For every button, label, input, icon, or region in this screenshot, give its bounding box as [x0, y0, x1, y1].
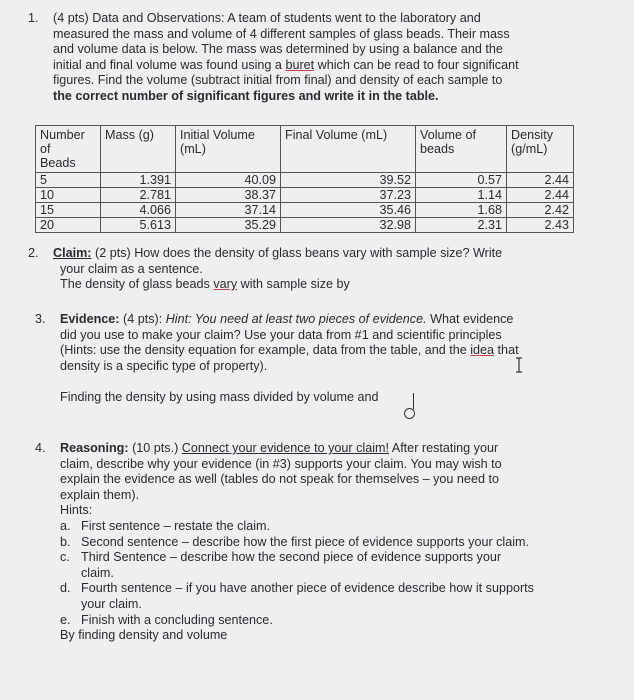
idea-word: idea: [470, 343, 495, 358]
question-4: [0, 441, 634, 644]
hint-item-b: b. Second sentence – describe how the first piece of evidence supports your claim.: [60, 534, 530, 549]
data-table: [35, 125, 574, 233]
table-cell: 35.29: [176, 218, 281, 233]
header-volume-of-beads: Volume of beads: [416, 126, 507, 173]
text-cursor-icon: [514, 357, 524, 373]
q4-answer[interactable]: By finding density and volume: [60, 628, 228, 643]
q2-line-2: your claim as a sentence.: [60, 261, 203, 276]
q4-line-1: Reasoning: (10 pts.) Connect your evidence to your claim! After restating your: [60, 441, 499, 455]
table-cell: 5: [36, 173, 101, 188]
hint-item-d-cont: your claim.: [81, 596, 142, 611]
hint-item-c-cont: claim.: [81, 565, 114, 580]
hint-item-e: e. Finish with a concluding sentence.: [60, 612, 273, 627]
table-cell: 37.14: [176, 203, 281, 218]
header-number-of-beads: Number of Beads: [36, 126, 101, 173]
q1-line-6: the correct number of significant figures and write it in the table.: [53, 88, 439, 103]
hints-list: [0, 519, 634, 628]
table-row: [36, 218, 574, 233]
connect-evidence-text: Connect your evidence to your claim!: [181, 441, 389, 455]
q4-line-3: explain the evidence as well (tables do not speak for themselves – you need to: [60, 472, 499, 487]
table-cell[interactable]: 2.43: [507, 218, 574, 233]
evidence-label: Evidence:: [60, 312, 120, 326]
q3-line-2: did you use to make your claim? Use your data from #1 and scientific principles: [60, 327, 502, 342]
hint-item-d: d. Fourth sentence – if you have another piece of evidence describe how it supports: [60, 581, 534, 596]
claim-label: Claim:: [53, 246, 92, 260]
table-cell: 40.09: [176, 173, 281, 188]
hint-item-a: a. First sentence – restate the claim.: [60, 518, 270, 533]
q1-line-4: initial and final volume was found using a buret which can be read to four significant: [53, 57, 519, 72]
table-header-row: [36, 126, 574, 173]
reasoning-label: Reasoning:: [60, 441, 129, 455]
q3-answer[interactable]: Finding the density by using mass divided by volume and: [60, 390, 379, 405]
table-cell: 20: [36, 218, 101, 233]
header-final-volume: Final Volume (mL): [281, 126, 416, 173]
text-caret: [413, 393, 414, 409]
question-3: [0, 312, 634, 406]
q4-line-4: explain them).: [60, 487, 140, 502]
q1-line-5: figures. Find the volume (subtract initial from final) and density of each sample to: [53, 73, 503, 88]
table-cell: 39.52: [281, 173, 416, 188]
q1-number: 1.: [28, 11, 39, 25]
buret-word: buret: [285, 57, 315, 72]
table-cell[interactable]: 2.44: [507, 173, 574, 188]
q2-answer[interactable]: The density of glass beads vary with sample size by: [60, 277, 350, 292]
table-cell[interactable]: 1.68: [416, 203, 507, 218]
q2-line-1: Claim: (2 pts) How does the density of glass beans vary with sample size? Write: [53, 246, 503, 260]
table-cell: 5.613: [101, 218, 176, 233]
table-cell: 15: [36, 203, 101, 218]
q4-number: 4.: [35, 441, 46, 455]
header-mass: Mass (g): [101, 126, 176, 173]
q1-line-1: (4 pts) Data and Observations: A team of students went to the laboratory and: [53, 11, 481, 25]
cursor-ring-icon: [404, 408, 415, 419]
question-1: [0, 11, 634, 105]
q3-line-4: density is a specific type of property).: [60, 358, 268, 373]
table-cell[interactable]: 2.31: [416, 218, 507, 233]
vary-word: vary: [213, 277, 238, 292]
table-cell: 32.98: [281, 218, 416, 233]
q3-hint: Hint: You need at least two pieces of evidence.: [165, 312, 427, 326]
table-row: [36, 173, 574, 188]
table-cell[interactable]: 1.14: [416, 188, 507, 203]
table-cell: 10: [36, 188, 101, 203]
q1-line-3: and volume data is below. The mass was determined by using a balance and the: [53, 42, 503, 57]
q3-line-1: Evidence: (4 pts): Hint: You need at least two pieces of evidence. What evidence: [60, 312, 514, 326]
table-cell: 37.23: [281, 188, 416, 203]
q2-number: 2.: [28, 246, 39, 260]
table-row: [36, 188, 574, 203]
table-cell: 4.066: [101, 203, 176, 218]
table-cell: 38.37: [176, 188, 281, 203]
table-cell[interactable]: 2.42: [507, 203, 574, 218]
question-2: [0, 246, 634, 293]
table-cell: 1.391: [101, 173, 176, 188]
q4-line-2: claim, describe why your evidence (in #3) supports your claim. You may wish to: [60, 456, 502, 471]
q3-number: 3.: [35, 312, 46, 326]
hints-label: Hints:: [60, 503, 93, 518]
table-cell[interactable]: 2.44: [507, 188, 574, 203]
table-row: [36, 203, 574, 218]
table-cell: 2.781: [101, 188, 176, 203]
table-cell[interactable]: 0.57: [416, 173, 507, 188]
header-initial-volume: Initial Volume (mL): [176, 126, 281, 173]
table-cell: 35.46: [281, 203, 416, 218]
q3-line-3: (Hints: use the density equation for example, data from the table, and the idea that: [60, 343, 519, 358]
hint-item-c: c. Third Sentence – describe how the second piece of evidence supports your: [60, 550, 502, 565]
header-density: Density (g/mL): [507, 126, 574, 173]
q1-line-2: measured the mass and volume of 4 different samples of glass beads. Their mass: [53, 26, 510, 41]
